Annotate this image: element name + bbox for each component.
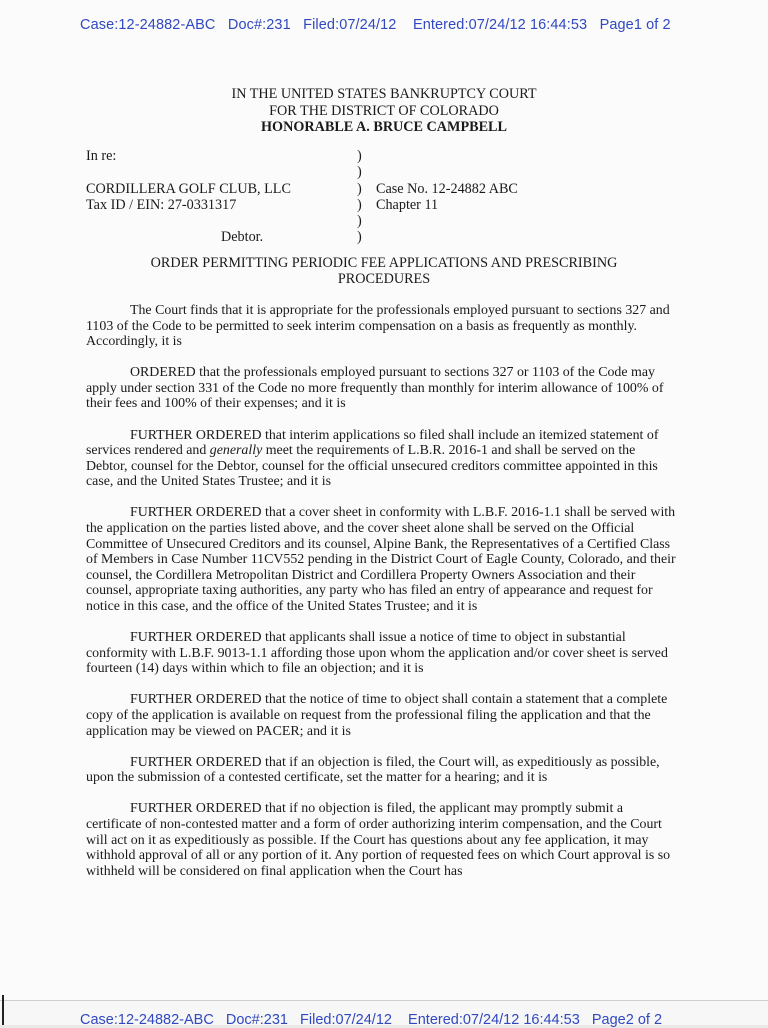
paragraph-text: meet the requirements of L.B.R. 2016-1 and shall be served on the Debtor, counsel for the Debtor, counsel for the official unsecured creditors committee appointed in this case, and the United States Trustee; and it is <box>86 443 658 490</box>
caption-paren: ) <box>357 180 362 197</box>
ordered-paragraph: ORDERED that the professionals employed pursuant to sections 327 or 1103 of the Code may apply under section 331 of the Code no more frequently than monthly for interim allowance of 100% of their fees and 100% of their expenses; and it is <box>86 365 664 412</box>
order-body <box>86 303 676 895</box>
caption-paren: ) <box>357 164 362 181</box>
caption-paren: ) <box>357 196 362 213</box>
order-title-line: ORDER PERMITTING PERIODIC FEE APPLICATIONS AND PRESCRIBING <box>150 255 618 271</box>
page-divider-mark <box>2 995 4 1025</box>
finding-paragraph: The Court finds that it is appropriate for the professionals employed pursuant to sections 327 and 1103 of the Code to be permitted to seek interim compensation on a basis as frequently as monthly. Accordingly, it is <box>86 303 670 350</box>
cover-sheet-paragraph: FURTHER ORDERED that a cover sheet in conformity with L.B.F. 2016-1.1 shall be served with the application on the parties listed above, and the cover sheet alone shall be served on the Official Committee of Unsecured Creditors and its counsel, Alpine Bank, the Representatives of a Certified Class of Members in Case Number 11CV552 pending in the District Court of Eagle County, Colorado, and their counsel, the Cordillera Metropolitan District and Cordillera Property Owners Association and their counsel, appropriate taxing authorities, any party who has filed an entry of appearance and request for notice in this case, and the office of the United States Trustee; and it is <box>86 505 676 614</box>
no-objection-paragraph: FURTHER ORDERED that if no objection is filed, the applicant may promptly submit a certificate of non-contested matter and a form of order authorizing interim compensation, and the Court will act on it as expeditiously as possible. If the Court has questions about any fee application, it may withhold approval of all or any portion of it. Any portion of requested fees on which Court approval is so withheld will be considered on final application when the Court has <box>86 801 671 879</box>
debtor-label: Debtor. <box>221 229 264 246</box>
tax-id: Tax ID / EIN: 27-0331317 <box>86 196 237 213</box>
debtor-name: CORDILLERA GOLF CLUB, LLC <box>86 180 291 197</box>
court-heading <box>0 86 768 136</box>
notice-content-paragraph: FURTHER ORDERED that the notice of time to object shall contain a statement that a complete copy of the application is available on request from the professional filing the application and that the application may be viewed on PACER; and it is <box>86 692 668 739</box>
in-re-label: In re: <box>86 148 117 164</box>
court-name-line: IN THE UNITED STATES BANKRUPTCY COURT <box>231 86 537 102</box>
ecf-header-stamp: Case:12-24882-ABC Doc#:231 Filed:07/24/12 Entered:07/24/12 16:44:53 Page1 of 2 <box>80 17 671 33</box>
notice-paragraph: FURTHER ORDERED that applicants shall issue a notice of time to object in substantial conformity with L.B.F. 9013-1.1 affording those upon whom the application and/or cover sheet is served fourteen (14) days within which to file an objection; and it is <box>86 630 668 677</box>
caption-paren: ) <box>357 148 362 164</box>
emphasized-word: generally <box>209 443 263 459</box>
court-district-line: FOR THE DISTRICT OF COLORADO <box>269 102 499 119</box>
case-number: Case No. 12-24882 ABC <box>376 180 518 197</box>
order-title-line: PROCEDURES <box>337 270 431 287</box>
judge-name: HONORABLE A. BRUCE CAMPBELL <box>261 119 507 135</box>
chapter-label: Chapter 11 <box>376 196 439 213</box>
order-title <box>0 256 768 287</box>
ecf-footer-stamp: Case:12-24882-ABC Doc#:231 Filed:07/24/12 Entered:07/24/12 16:44:53 Page2 of 2 <box>80 1012 663 1028</box>
itemized-statement-paragraph <box>86 428 676 490</box>
caption-paren: ) <box>357 229 362 246</box>
caption-paren: ) <box>357 213 362 230</box>
paragraph-text: FURTHER ORDERED that interim applications so filed shall include an itemized statement of services rendered and <box>86 427 659 459</box>
objection-paragraph: FURTHER ORDERED that if an objection is filed, the Court will, as expeditiously as possible, upon the submission of a contested certificate, set the matter for a hearing; and it is <box>86 754 660 786</box>
